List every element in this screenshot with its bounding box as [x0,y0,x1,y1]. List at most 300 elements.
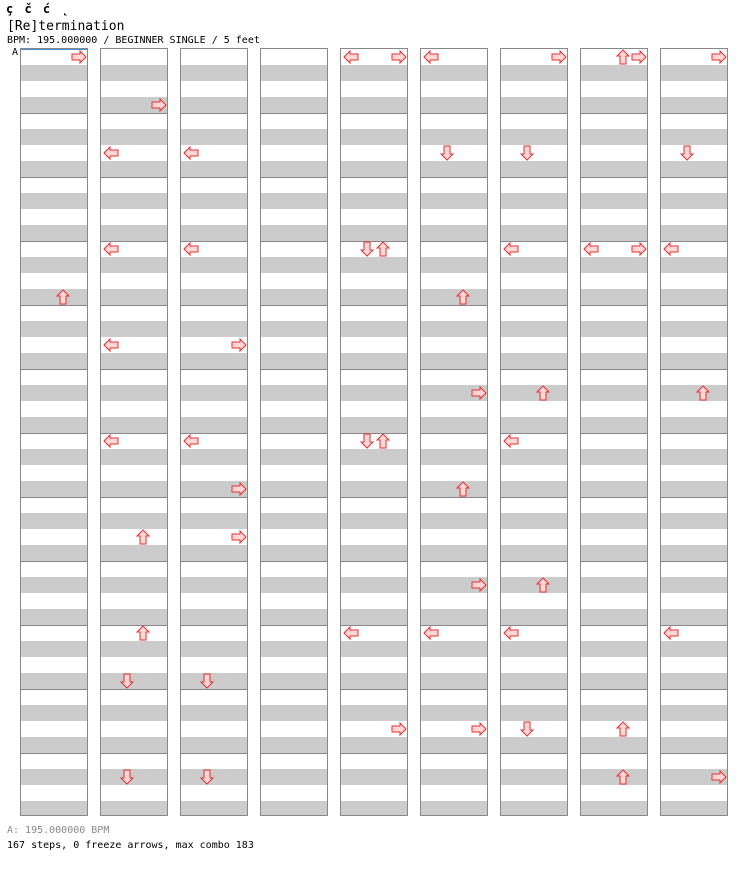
chart-column [100,48,168,816]
step-arrow-L [183,433,199,449]
measure-line [501,113,567,114]
row-band [21,673,87,689]
row-band [421,353,487,369]
row-band [261,481,327,497]
step-arrow-R [231,529,247,545]
row-band [181,161,247,177]
row-band [581,705,647,721]
measure-line [661,305,727,306]
measure-line [21,625,87,626]
row-band [421,481,487,497]
chart-column [420,48,488,816]
bpm-marker-label: A [12,47,19,58]
step-arrow-L [103,337,119,353]
row-band [661,353,727,369]
row-band [21,257,87,273]
row-band [261,801,327,816]
measure-line [181,369,247,370]
row-band [21,449,87,465]
row-band [661,321,727,337]
row-band [581,65,647,81]
step-arrow-U [615,721,631,737]
step-arrow-D [199,769,215,785]
row-band [661,737,727,753]
measure-line [101,561,167,562]
chart-column [20,48,88,816]
row-band [101,545,167,561]
row-band [581,161,647,177]
measure-line [21,561,87,562]
row-band [101,353,167,369]
row-band [21,513,87,529]
bpm-footer: A: 195.000000 BPM [7,825,110,836]
row-band [661,289,727,305]
row-band [341,737,407,753]
row-band [341,801,407,816]
row-band [501,577,567,593]
row-band [181,417,247,433]
step-arrow-L [423,49,439,65]
measure-line [261,753,327,754]
step-arrow-R [391,721,407,737]
row-band [581,609,647,625]
row-band [501,161,567,177]
step-arrow-U [695,385,711,401]
measure-line [101,497,167,498]
row-band [341,97,407,113]
measure-line [581,497,647,498]
measure-line [181,625,247,626]
step-arrow-L [503,241,519,257]
row-band [181,193,247,209]
row-band [261,353,327,369]
measure-line [501,689,567,690]
row-band [501,545,567,561]
step-arrow-L [423,625,439,641]
step-arrow-R [711,49,727,65]
measure-line [421,433,487,434]
measure-line [421,369,487,370]
row-band [261,641,327,657]
measure-line [661,433,727,434]
row-band [181,321,247,337]
row-band [501,225,567,241]
measure-line [181,497,247,498]
measure-line [421,113,487,114]
measure-line [501,305,567,306]
row-band [421,737,487,753]
step-arrow-L [183,145,199,161]
row-band [501,801,567,816]
row-band [21,577,87,593]
step-arrow-L [183,241,199,257]
row-band [261,65,327,81]
row-band [101,481,167,497]
row-band [101,577,167,593]
step-arrow-R [471,721,487,737]
row-band [21,97,87,113]
measure-line [341,369,407,370]
chart-column [260,48,328,816]
measure-line [661,753,727,754]
row-band [181,225,247,241]
row-band [341,321,407,337]
chart-column [340,48,408,816]
row-band [501,129,567,145]
row-band [421,545,487,561]
row-band [341,769,407,785]
row-band [101,289,167,305]
row-band [421,193,487,209]
measure-line [341,113,407,114]
row-band [661,97,727,113]
row-band [661,417,727,433]
step-arrow-U [455,481,471,497]
row-band [501,641,567,657]
row-band [341,609,407,625]
row-band [421,705,487,721]
row-band [261,449,327,465]
row-band [341,129,407,145]
row-band [581,193,647,209]
row-band [421,673,487,689]
row-band [261,97,327,113]
row-band [21,193,87,209]
measure-line [261,177,327,178]
measure-line [581,625,647,626]
measure-line [581,561,647,562]
row-band [661,641,727,657]
measure-line [421,305,487,306]
measure-line [341,753,407,754]
measure-line [341,497,407,498]
measure-line [501,369,567,370]
row-band [661,193,727,209]
row-band [661,801,727,816]
row-band [421,609,487,625]
step-arrow-R [631,49,647,65]
measure-line [421,177,487,178]
row-band [261,705,327,721]
row-band [21,129,87,145]
row-band [21,161,87,177]
row-band [181,737,247,753]
row-band [421,129,487,145]
row-band [101,417,167,433]
measure-line [661,689,727,690]
row-band [341,289,407,305]
measure-line [421,561,487,562]
step-arrow-L [503,625,519,641]
row-band [261,545,327,561]
row-band [581,641,647,657]
step-arrow-L [103,145,119,161]
row-band [581,577,647,593]
measure-line [181,689,247,690]
row-band [581,481,647,497]
measure-line [261,625,327,626]
step-arrow-R [551,49,567,65]
row-band [581,321,647,337]
measure-line [581,177,647,178]
row-band [421,97,487,113]
measure-line [341,177,407,178]
row-band [421,417,487,433]
step-arrow-L [663,241,679,257]
row-band [261,193,327,209]
measure-line [181,305,247,306]
row-band [421,257,487,273]
row-band [261,385,327,401]
row-band [341,641,407,657]
row-band [661,577,727,593]
row-band [101,449,167,465]
row-band [501,321,567,337]
row-band [661,65,727,81]
row-band [501,97,567,113]
step-arrow-R [471,577,487,593]
row-band [261,289,327,305]
row-band [261,321,327,337]
measure-line [21,241,87,242]
row-band [341,225,407,241]
row-band [21,289,87,305]
step-arrow-U [535,577,551,593]
row-band [501,673,567,689]
measure-line [181,753,247,754]
row-band [501,609,567,625]
chart-info: BPM: 195.000000 / BEGINNER SINGLE / 5 feet [7,35,260,46]
row-band [21,225,87,241]
measure-line [261,305,327,306]
step-arrow-D [519,145,535,161]
row-band [21,705,87,721]
measure-line [21,497,87,498]
row-band [181,801,247,816]
step-arrow-U [375,433,391,449]
row-band [341,257,407,273]
row-band [661,513,727,529]
row-band [21,353,87,369]
measure-line [21,433,87,434]
row-band [581,801,647,816]
row-band [261,257,327,273]
measure-line [101,305,167,306]
row-band [341,577,407,593]
row-band [421,513,487,529]
row-band [21,641,87,657]
measure-line [581,753,647,754]
row-band [101,321,167,337]
row-band [101,609,167,625]
title-glyphs: ç č ć ˛ [6,2,71,16]
row-band [581,97,647,113]
step-arrow-R [231,481,247,497]
row-band [501,257,567,273]
measure-line [581,689,647,690]
step-arrow-L [343,625,359,641]
row-band [101,193,167,209]
step-arrow-D [519,721,535,737]
measure-line [341,561,407,562]
row-band [21,385,87,401]
row-band [181,353,247,369]
step-arrow-L [503,433,519,449]
row-band [21,417,87,433]
step-arrow-R [391,49,407,65]
measure-line [181,177,247,178]
row-band [421,449,487,465]
row-band [341,161,407,177]
row-band [261,609,327,625]
measure-line [101,689,167,690]
row-band [181,641,247,657]
measure-line [261,113,327,114]
row-band [421,289,487,305]
step-arrow-L [103,241,119,257]
measure-line [261,497,327,498]
row-band [501,385,567,401]
row-band [181,385,247,401]
measure-line [661,113,727,114]
measure-line [261,561,327,562]
measure-line [261,689,327,690]
row-band [421,65,487,81]
row-band [341,417,407,433]
row-band [261,769,327,785]
measure-line [101,177,167,178]
measure-line [341,689,407,690]
row-band [421,641,487,657]
step-arrow-R [471,385,487,401]
row-band [341,705,407,721]
step-arrow-R [71,49,87,65]
step-arrow-U [135,625,151,641]
row-band [661,449,727,465]
row-band [261,577,327,593]
measure-line [101,753,167,754]
step-arrow-R [231,337,247,353]
row-band [661,481,727,497]
measure-line [181,113,247,114]
row-band [261,129,327,145]
step-arrow-U [615,49,631,65]
row-band [661,609,727,625]
row-band [501,193,567,209]
step-arrow-U [55,289,71,305]
row-band [421,769,487,785]
step-arrow-R [631,241,647,257]
row-band [181,513,247,529]
row-band [261,513,327,529]
row-band [341,513,407,529]
measure-line [341,305,407,306]
row-band [581,673,647,689]
measure-line [101,625,167,626]
row-band [101,641,167,657]
measure-line [581,113,647,114]
row-band [581,449,647,465]
row-band [501,769,567,785]
row-band [101,737,167,753]
row-band [421,161,487,177]
measure-line [661,369,727,370]
row-band [501,481,567,497]
step-arrow-L [103,433,119,449]
row-band [581,545,647,561]
row-band [421,225,487,241]
step-arrow-R [151,97,167,113]
step-arrow-U [375,241,391,257]
chart-column [660,48,728,816]
row-band [581,289,647,305]
step-arrow-D [439,145,455,161]
step-arrow-L [663,625,679,641]
row-band [21,609,87,625]
row-band [21,801,87,816]
row-band [181,65,247,81]
measure-line [101,113,167,114]
measure-line [661,497,727,498]
chart-column [580,48,648,816]
row-band [581,513,647,529]
measure-line [421,241,487,242]
row-band [181,609,247,625]
row-band [581,769,647,785]
measure-line [421,497,487,498]
row-band [21,737,87,753]
row-band [581,737,647,753]
measure-line [581,433,647,434]
row-band [341,65,407,81]
chart-column [180,48,248,816]
row-band [261,161,327,177]
row-band [181,449,247,465]
chart-column [500,48,568,816]
row-band [661,129,727,145]
step-arrow-D [679,145,695,161]
measure-line [21,689,87,690]
step-arrow-U [135,529,151,545]
row-band [261,225,327,241]
row-band [261,673,327,689]
row-band [661,705,727,721]
measure-line [501,497,567,498]
row-band [501,65,567,81]
step-arrow-R [711,769,727,785]
row-band [181,705,247,721]
measure-line [261,369,327,370]
measure-line [101,369,167,370]
row-band [101,385,167,401]
row-band [181,289,247,305]
stats-footer: 167 steps, 0 freeze arrows, max combo 183 [7,840,254,851]
row-band [181,257,247,273]
measure-line [21,177,87,178]
row-band [581,417,647,433]
row-band [21,321,87,337]
row-band [261,737,327,753]
row-band [101,513,167,529]
measure-line [501,561,567,562]
row-band [21,545,87,561]
row-band [181,545,247,561]
step-arrow-L [583,241,599,257]
row-band [341,193,407,209]
row-band [501,417,567,433]
row-band [421,321,487,337]
row-band [181,129,247,145]
